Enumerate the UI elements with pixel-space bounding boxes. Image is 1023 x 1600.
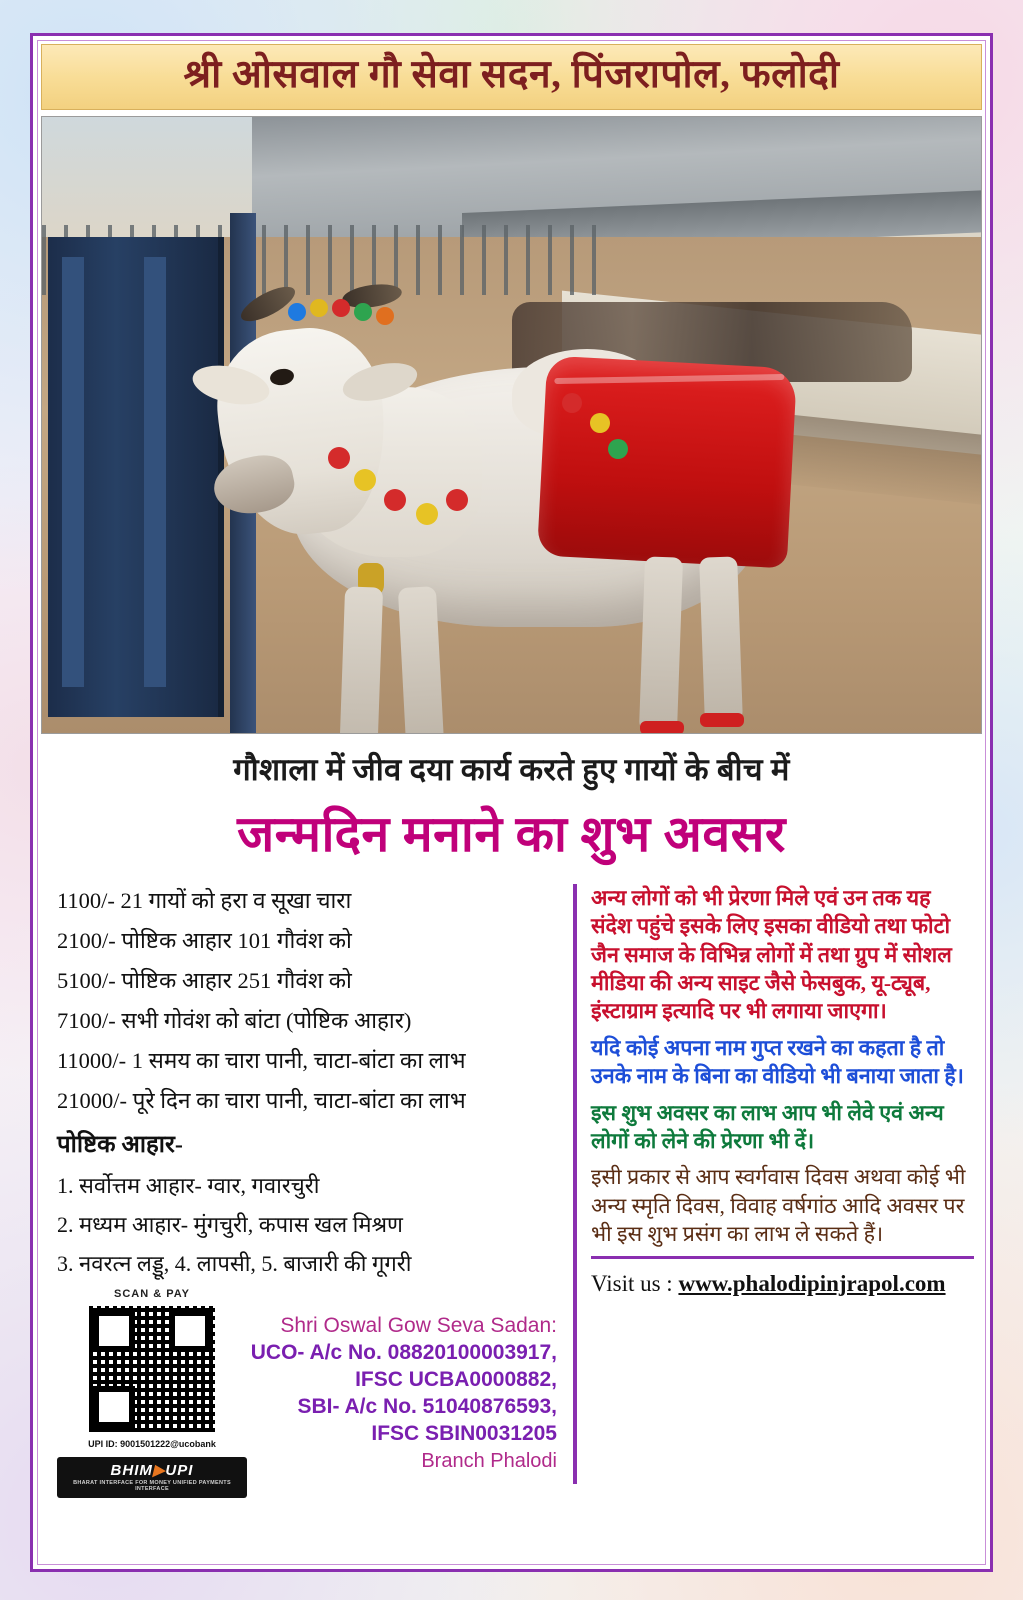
- paragraph-red: अन्य लोगों को भी प्रेरणा मिले एवं उन तक यह संदेश पहुंचे इसके लिए इसका वीडियो तथा फोटो जैन समाज के विभिन्न लोगों में तथा ग्रुप में सोशल मीडिया की अन्य साइट जैसे फेसबुक, यू-ट्यूब, इंस्टाग्राम इत्यादि पर भी लगाया जाएगा।: [591, 885, 952, 1024]
- bank-org-name: Shri Oswal Gow Seva Sadan:: [280, 1313, 557, 1337]
- bank-account-line-2: SBI- A/c No. 51040876593,: [297, 1394, 557, 1418]
- right-column: [573, 884, 982, 1484]
- paragraph-brown: इसी प्रकार से आप स्वर्गवास दिवस अथवा कोई भी अन्य स्मृति दिवस, विवाह वर्षगांठ आदि अवसर पर भी इस शुभ प्रसंग का लाभ ले सकते हैं।: [591, 1165, 966, 1247]
- garland-bead: [416, 503, 438, 525]
- garland-bead: [328, 447, 350, 469]
- main-heading: जन्मदिन मनाने का शुभ अवसर: [237, 805, 786, 862]
- bank-details: [247, 1288, 563, 1473]
- visit-label: Visit us :: [591, 1271, 673, 1297]
- qr-code-image[interactable]: [87, 1304, 217, 1434]
- bank-account-line: UCO- A/c No. 08820100003917,: [250, 1340, 557, 1364]
- food-item: 3. नवरत्न लड्डू, 4. लापसी, 5. बाजारी की गूगरी: [57, 1250, 412, 1276]
- visit-us: [591, 1265, 974, 1297]
- title-bar: [41, 44, 982, 110]
- paragraph-blue: यदि कोई अपना नाम गुप्त रखने का कहता है तो उनके नाम के बिना का वीडियो भी बनाया जाता है।: [591, 1035, 964, 1089]
- rate-item: 1100/- 21 गायों को हरा व सूखा चारा: [57, 887, 352, 913]
- cow-anklet: [700, 713, 744, 727]
- page-title: श्री ओसवाल गौ सेवा सदन, पिंजरापोल, फलोदी: [183, 53, 840, 96]
- cow-leg: [339, 586, 383, 734]
- cow-red-cloth: [537, 355, 797, 568]
- bank-ifsc-line-2: IFSC SBIN0031205: [371, 1421, 557, 1445]
- garland-bead: [354, 303, 372, 321]
- garland-bead: [310, 299, 328, 317]
- scan-and-pay-label: SCAN & PAY: [113, 1287, 191, 1300]
- garland-bead: [354, 469, 376, 491]
- photo-gate: [48, 237, 224, 717]
- bhim-upi-logo: [57, 1457, 247, 1498]
- rate-item: 2100/- पोष्टिक आहार 101 गौवंश को: [57, 927, 352, 953]
- garland-bead: [288, 303, 306, 321]
- garland-bead: [562, 393, 582, 413]
- bhim-label: BHIM: [110, 1461, 153, 1479]
- bhim-upi-subtitle: BHARAT INTERFACE FOR MONEY UNIFIED PAYMENTS INTERFACE: [73, 1479, 231, 1492]
- cow-leg: [699, 556, 743, 722]
- rate-item: 21000/- पूरे दिन का चारा पानी, चाटा-बांटा का लाभ: [57, 1087, 466, 1113]
- content-columns: [41, 884, 982, 1492]
- garland-bead: [332, 299, 350, 317]
- qr-corner-icon: [93, 1386, 135, 1428]
- rate-item: 11000/- 1 समय का चारा पानी, चाटा-बांटा का लाभ: [57, 1047, 466, 1073]
- garland-bead: [446, 489, 468, 511]
- upi-label: UPI: [165, 1461, 194, 1479]
- poster-inner-frame: [30, 33, 993, 1572]
- left-column: [41, 884, 573, 1492]
- qr-block: [57, 1288, 247, 1498]
- garland-bead: [376, 307, 394, 325]
- upi-id-text: UPI ID: 9001501222@ucobank: [88, 1438, 216, 1449]
- payment-row: [57, 1288, 563, 1498]
- bank-ifsc-line: IFSC UCBA0000882,: [355, 1367, 557, 1391]
- garland-bead: [590, 413, 610, 433]
- rate-item: 7100/- सभी गोवंश को बांटा (पोष्टिक आहार): [57, 1007, 412, 1033]
- bhim-arrow-icon: ▶: [152, 1461, 166, 1479]
- garland-bead: [608, 439, 628, 459]
- sub-heading: गौशाला में जीव दया कार्य करते हुए गायों के बीच में: [233, 751, 790, 787]
- website-link[interactable]: www.phalodipinjrapol.com: [678, 1271, 946, 1297]
- cow-leg: [639, 556, 683, 732]
- paragraph-green: इस शुभ अवसर का लाभ आप भी लेवे एवं अन्य लोगों को लेने की प्रेरणा भी दें।: [591, 1100, 944, 1153]
- footer-divider: [591, 1256, 974, 1297]
- food-item: 2. मध्यम आहार- मुंगचुरी, कपास खल मिश्रण: [57, 1211, 403, 1237]
- gaushala-photo: [41, 116, 982, 734]
- cow-anklet: [640, 721, 684, 734]
- bank-branch: Branch Phalodi: [421, 1449, 557, 1472]
- garland-bead: [384, 489, 406, 511]
- food-section-title: पोष्टिक आहार-: [57, 1131, 183, 1158]
- rate-item: 5100/- पोष्टिक आहार 251 गौवंश को: [57, 967, 352, 993]
- food-item: 1. सर्वोत्तम आहार- ग्वार, गवारचुरी: [57, 1172, 320, 1198]
